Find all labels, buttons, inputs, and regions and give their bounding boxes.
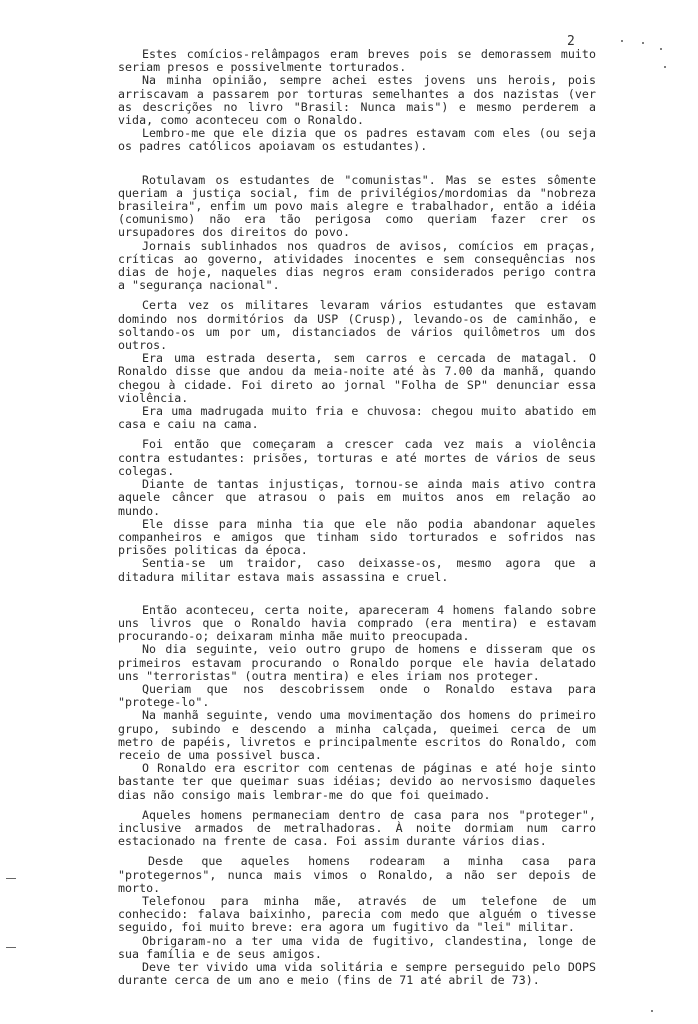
paragraph: Era uma estrada deserta, sem carros e cercada de matagal. O Ronaldo disse que andou da meia-noite até às 7.00 da manhã, quando chegou à cidade. Foi direto ao jornal "Folha de SP" denunciar essa violência. bbox=[118, 351, 596, 405]
paragraph: Então aconteceu, certa noite, apareceram 4 homens falando sobre uns livros que o Ronaldo havia comprado (era mentira) e estavam procurando-o; deixaram minha mãe muito preocupada. bbox=[118, 602, 596, 644]
paragraph: Na manhã seguinte, vendo uma movimentação dos homens do primeiro grupo, subindo e descendo a minha calçada, queimei cerca de um metro de papéis, livretos e principalmente escritos do Ronaldo, com receio de uma possivel busca. bbox=[118, 708, 596, 762]
paragraph: Jornais sublinhados nos quadros de avisos, comícios em praças, críticas ao governo, atividades inocentes e sem consequências nos dias de hoje, naqueles dias negros eram considerados perigo contra a "segurança nacional". bbox=[118, 238, 596, 293]
paragraph: O Ronaldo era escritor com centenas de páginas e até hoje sinto bastante ter que queimar suas idéias; devido ao nervosismo daqueles dias não consigo mais lembrar-me do que foi queimado. bbox=[118, 761, 596, 802]
scan-speck bbox=[651, 1010, 653, 1012]
scan-speck bbox=[664, 66, 666, 68]
paragraph: Aqueles homens permaneciam dentro de casa para nos "proteger", inclusive armados de metralhadoras. À noite dormiam num carro estacionado na frente de casa. Foi assim durante vários dias. bbox=[118, 807, 596, 849]
paragraph: Obrigaram-no a ter uma vida de fugitivo, clandestina, longe de sua família e de seus amigos. bbox=[118, 933, 596, 961]
paragraph: Estes comícios-relâmpagos eram breves pois se demorassem muito seriam presos e possivelmente torturados. bbox=[118, 47, 596, 75]
scan-mark bbox=[6, 878, 16, 879]
scan-speck bbox=[621, 40, 623, 42]
scan-mark bbox=[6, 947, 16, 948]
document-body bbox=[118, 48, 596, 987]
page-number: 2 bbox=[567, 34, 575, 49]
paragraph: Na minha opinião, sempre achei estes jovens uns herois, pois arriscavam a passarem por torturas semelhantes a dos nazistas (ver as descrições no livro "Brasil: Nunca mais") e mesmo perderem a vida, como aconteceu com o Ronaldo. bbox=[118, 73, 596, 128]
paragraph: Desde que aqueles homens rodearam a minha casa para "protegernos", nunca mais vimos o Ronaldo, a não ser depois de morto. bbox=[118, 854, 596, 895]
paragraph: Telefonou para minha mãe, através de um telefone de um conhecido: falava baixinho, parecia com medo que alguém o tivesse seguido, foi muito breve: era agora um fugitivo da "lei" militar. bbox=[118, 893, 596, 935]
scan-speck bbox=[642, 42, 644, 44]
paragraph: Era uma madrugada muito fria e chuvosa: chegou muito abatido em casa e caiu na cama. bbox=[118, 404, 596, 432]
scan-speck bbox=[660, 48, 662, 50]
paragraph: Queriam que nos descobrissem onde o Ronaldo estava para "protege-lo". bbox=[118, 681, 596, 710]
paragraph: Diante de tantas injustiças, tornou-se ainda mais ativo contra aquele câncer que atrasou o pais em muitos anos em relação ao mundo. bbox=[118, 477, 596, 518]
paragraph: Rotulavam os estudantes de "comunistas". Mas se estes sômente queriam a justiça social, fim de privilégios/mordomias da "nobreza brasileira", enfim um povo mais alegre e trabalhador, então a idéia (comunismo) não era tão perigosa como queriam fazer crer os ursupadores dos direitos do povo. bbox=[118, 172, 596, 240]
paragraph: Sentia-se um traidor, caso deixasse-os, mesmo agora que a ditadura militar estava mais assassina e cruel. bbox=[118, 556, 596, 584]
paragraph: Deve ter vivido uma vida solitária e sempre perseguido pelo DOPS durante cerca de um ano e meio (fins de 71 até abril de 73). bbox=[118, 960, 596, 988]
paragraph: Lembro-me que ele dizia que os padres estavam com eles (ou seja os padres católicos apoiavam os estudantes). bbox=[118, 126, 596, 154]
paragraph: Ele disse para minha tia que ele não podia abandonar aqueles companheiros e amigos que tinham sido torturados e sofridos nas prisões politicas da época. bbox=[118, 516, 596, 558]
paragraph: Foi então que começaram a crescer cada vez mais a violência contra estudantes: prisões, torturas e até mortes de vários de seus colegas. bbox=[118, 437, 596, 478]
paragraph: No dia seguinte, veio outro grupo de homens e disseram que os primeiros estavam procurando o Ronaldo porque ele havia delatado uns "terroristas" (outra mentira) e eles iriam nos proteger. bbox=[118, 642, 596, 683]
paragraph: Certa vez os militares levaram vários estudantes que estavam domindo nos dormitórios da USP (Crusp), levando-os de caminhão, e soltando-os um por um, distanciados de vários quilômetros um dos outros. bbox=[118, 298, 596, 353]
